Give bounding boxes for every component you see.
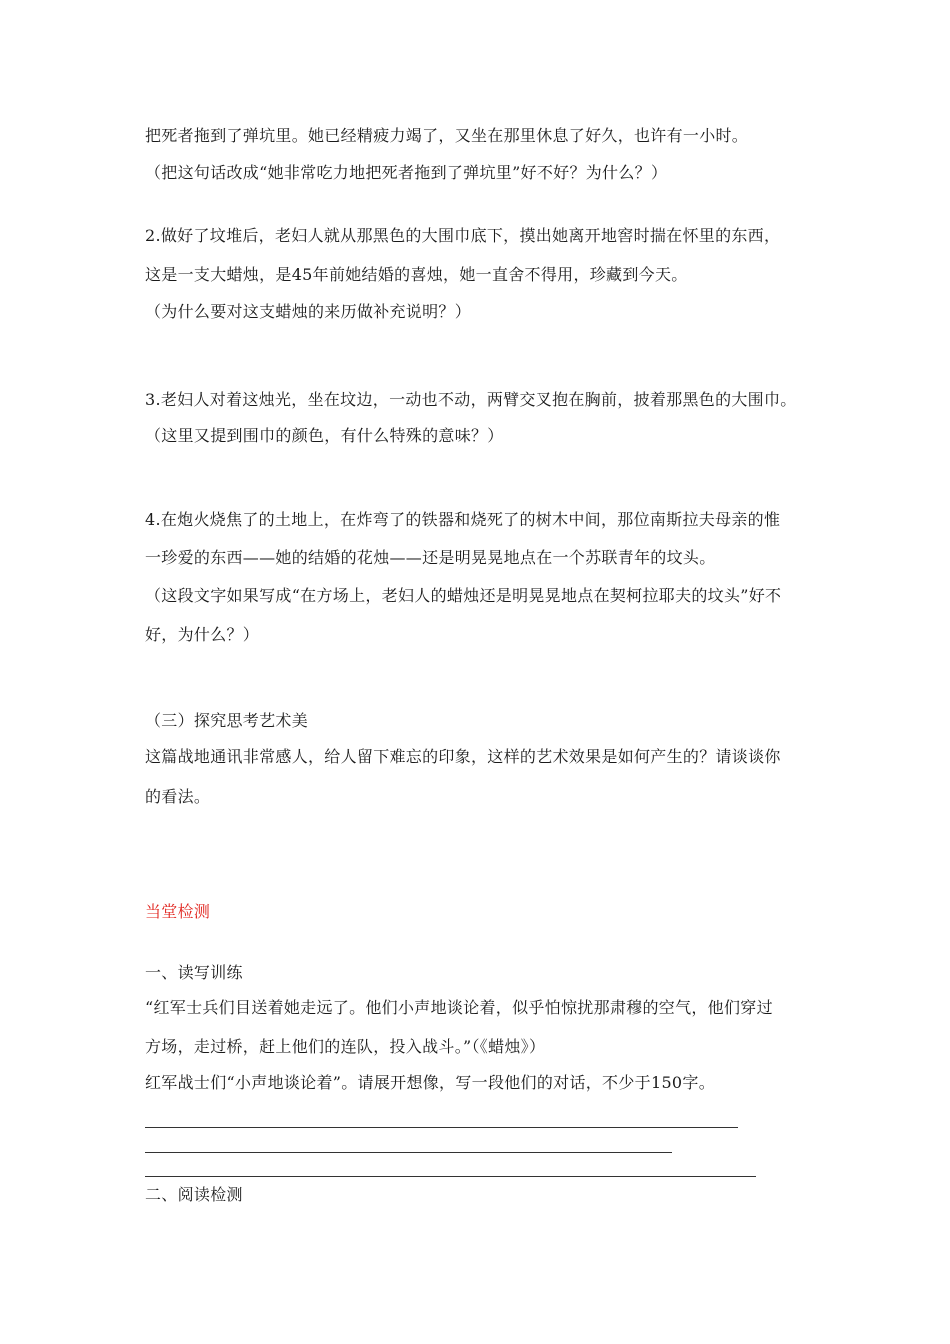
quote-line-2: 方场，走过桥，赶上他们的连队，投入战斗。”（《蜡烛》） — [145, 1037, 546, 1056]
subheading-reading-test: 二、阅读检测 — [145, 1185, 243, 1204]
item-4-line-2: 一珍爱的东西——她的结婚的花烛——还是明晃晃地点在一个苏联青年的坟头。 — [145, 548, 716, 567]
question-note-1: （把这句话改成“她非常吃力地把死者拖到了弹坑里”好不好？为什么？） — [145, 163, 668, 182]
item-4-line-1: 4.在炮火烧焦了的土地上，在炸弯了的铁器和烧死了的树木中间，那位南斯拉夫母亲的惟 — [145, 510, 781, 529]
section-heading-art: （三）探究思考艺术美 — [145, 711, 309, 730]
answer-line-3 — [145, 1176, 756, 1177]
subheading-reading-writing: 一、读写训练 — [145, 963, 243, 982]
question-note-4-line-1: （这段文字如果写成“在方场上，老妇人的蜡烛还是明晃晃地点在契柯拉耶夫的坟头”好不 — [145, 586, 782, 605]
writing-prompt: 红军战士们“小声地谈论着”。请展开想像，写一段他们的对话，不少于150字。 — [145, 1073, 715, 1092]
text-line-1: 把死者拖到了弹坑里。她已经精疲力竭了，又坐在那里休息了好久，也许有一小时。 — [145, 126, 749, 145]
answer-line-1 — [145, 1127, 738, 1128]
section-heading-in-class-test: 当堂检测 — [145, 902, 211, 921]
answer-line-2 — [145, 1152, 672, 1153]
question-note-4-line-2: 好，为什么？） — [145, 625, 260, 644]
item-2-line-1: 2.做好了坟堆后，老妇人就从那黑色的大围巾底下，摸出她离开地窖时揣在怀里的东西， — [145, 226, 781, 245]
question-note-2: （为什么要对这支蜡烛的来历做补充说明？） — [145, 302, 472, 321]
art-question-line-1: 这篇战地通讯非常感人，给人留下难忘的印象，这样的艺术效果是如何产生的？请谈谈你 — [145, 747, 781, 766]
question-note-3: （这里又提到围巾的颜色，有什么特殊的意味？） — [145, 426, 504, 445]
art-question-line-2: 的看法。 — [145, 787, 211, 806]
quote-line-1: “红军士兵们目送着她走远了。他们小声地谈论着，似乎怕惊扰那肃穆的空气，他们穿过 — [145, 998, 773, 1017]
item-3-line-1: 3.老妇人对着这烛光，坐在坟边，一动也不动，两臂交叉抱在胸前，披着那黑色的大围巾。 — [145, 390, 797, 409]
item-2-line-2: 这是一支大蜡烛，是45年前她结婚的喜烛，她一直舍不得用，珍藏到今天。 — [145, 265, 688, 284]
